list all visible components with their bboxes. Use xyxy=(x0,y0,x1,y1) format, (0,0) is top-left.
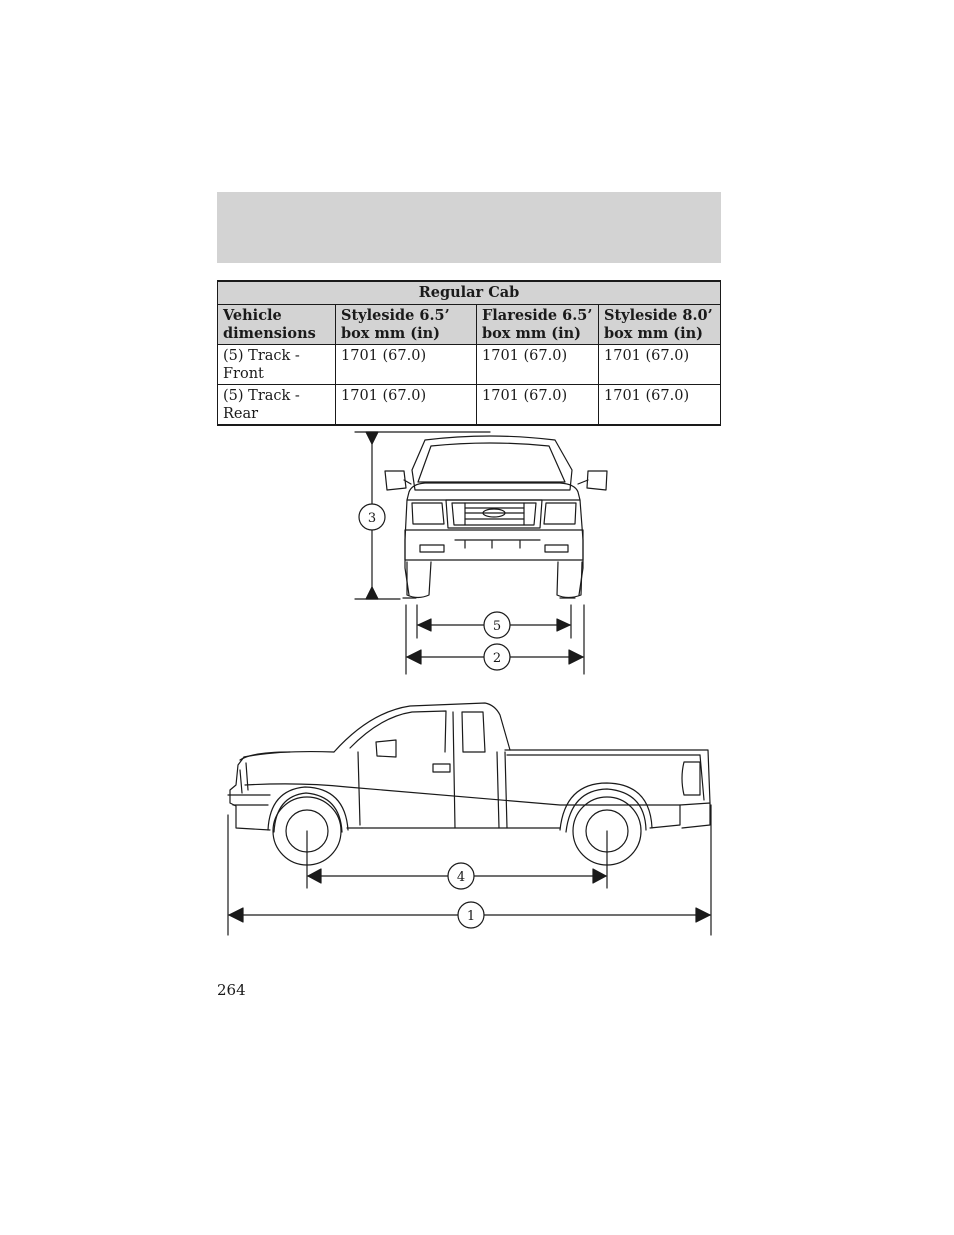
callout-4 xyxy=(448,863,474,889)
svg-text:2: 2 xyxy=(492,651,502,666)
svg-text:3: 3 xyxy=(367,511,377,526)
column-header: Flareside 6.5’ box mm (in) xyxy=(477,305,599,345)
truck-front-view xyxy=(385,436,607,598)
svg-text:1: 1 xyxy=(466,909,476,924)
column-header: Styleside 6.5’ box mm (in) xyxy=(336,305,477,345)
callout-2 xyxy=(484,644,510,670)
table-cell: 1701 (67.0) xyxy=(336,345,477,385)
table-cell: 1701 (67.0) xyxy=(336,385,477,426)
table-cell: (5) Track - Front xyxy=(218,345,336,385)
table-caption: Regular Cab xyxy=(218,281,721,305)
svg-text:5: 5 xyxy=(492,619,502,634)
svg-text:4: 4 xyxy=(456,870,466,885)
truck-side-view xyxy=(228,703,710,865)
table-cell: 1701 (67.0) xyxy=(477,345,599,385)
callout-3 xyxy=(359,504,385,530)
table-cell: (5) Track - Rear xyxy=(218,385,336,426)
table-cell: 1701 (67.0) xyxy=(599,385,721,426)
column-header: Styleside 8.0’ box mm (in) xyxy=(599,305,721,345)
column-header: Vehicle dimensions xyxy=(218,305,336,345)
table-cell: 1701 (67.0) xyxy=(477,385,599,426)
callout-5 xyxy=(484,612,510,638)
callout-1 xyxy=(458,902,484,928)
table-cell: 1701 (67.0) xyxy=(599,345,721,385)
page-number: 264 xyxy=(217,981,246,999)
